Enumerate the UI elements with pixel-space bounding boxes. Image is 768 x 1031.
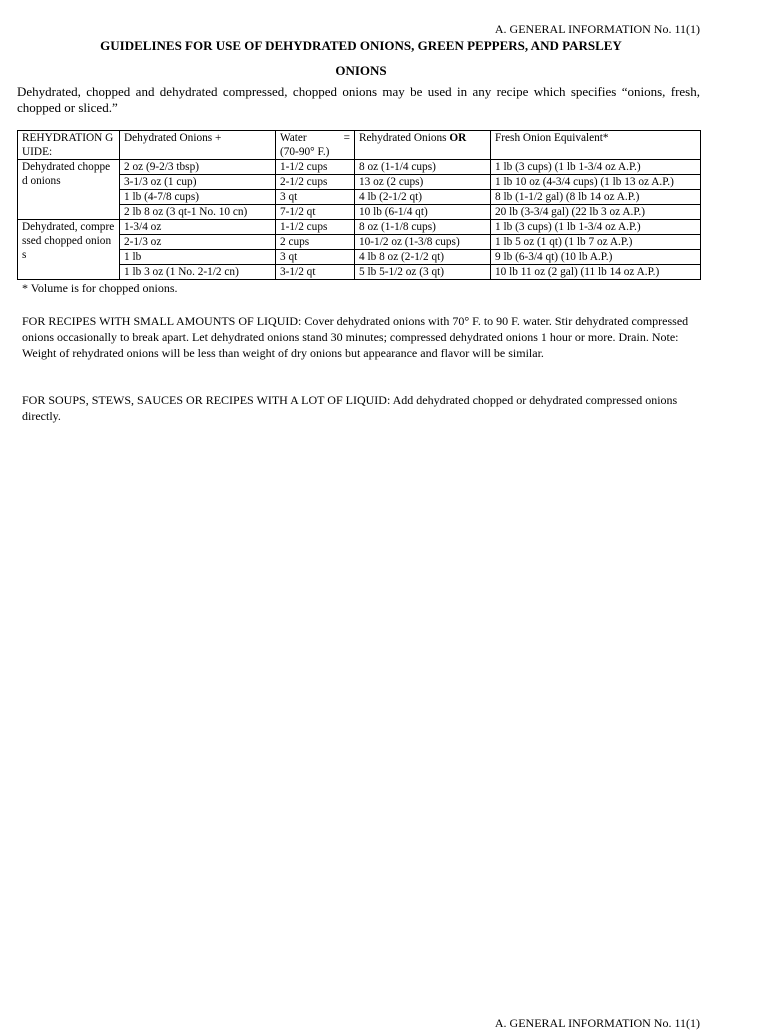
table-row: [18, 205, 701, 220]
fresh-equivalent-cell: 1 lb (3 cups) (1 lb 1-3/4 oz A.P.): [491, 160, 701, 175]
row-group-label: Dehydrated, compressed chopped onions: [18, 220, 120, 280]
dehydrated-amount-cell: 1 lb (4-7/8 cups): [120, 190, 276, 205]
rehydrated-amount-cell: 5 lb 5-1/2 oz (3 qt): [355, 265, 491, 280]
table-row: [18, 190, 701, 205]
header-water-label: Water: [280, 132, 307, 144]
dehydrated-amount-cell: 1 lb: [120, 250, 276, 265]
fresh-equivalent-cell: 1 lb 5 oz (1 qt) (1 lb 7 oz A.P.): [491, 235, 701, 250]
table-footnote: * Volume is for chopped onions.: [22, 281, 178, 295]
rehydrated-amount-cell: 10-1/2 oz (1-3/8 cups): [355, 235, 491, 250]
lot-liquid-paragraph: FOR SOUPS, STEWS, SAUCES OR RECIPES WITH A LOT OF LIQUID: Add dehydrated chopped or dehydrated compressed onions directly.: [22, 393, 678, 423]
header-rehydrated-or: OR: [449, 132, 467, 144]
rehydration-guide-table: [17, 130, 701, 280]
table-row: [18, 250, 701, 265]
table-row: [18, 220, 701, 235]
dehydrated-amount-cell: 1 lb 3 oz (1 No. 2-1/2 cn): [120, 265, 276, 280]
rehydrated-amount-cell: 10 lb (6-1/4 qt): [355, 205, 491, 220]
table-row: [18, 265, 701, 280]
water-amount-cell: 1-1/2 cups: [276, 220, 355, 235]
table-row: [18, 235, 701, 250]
table-row: [18, 160, 701, 175]
dehydrated-amount-cell: 1-3/4 oz: [120, 220, 276, 235]
water-amount-cell: 2-1/2 cups: [276, 175, 355, 190]
fresh-equivalent-cell: 8 lb (1-1/2 gal) (8 lb 14 oz A.P.): [491, 190, 701, 205]
water-amount-cell: 1-1/2 cups: [276, 160, 355, 175]
page-footer-reference: A. GENERAL INFORMATION No. 11(1): [494, 1016, 700, 1030]
water-amount-cell: 3-1/2 qt: [276, 265, 355, 280]
header-fresh-onion-equivalent: Fresh Onion Equivalent*: [491, 131, 701, 160]
rehydrated-amount-cell: 4 lb 8 oz (2-1/2 qt): [355, 250, 491, 265]
intro-paragraph: Dehydrated, chopped and dehydrated compressed, chopped onions may be used in any recipe which specifies “onions, fresh, chopped or sliced.”: [17, 84, 700, 115]
document-title: GUIDELINES FOR USE OF DEHYDRATED ONIONS, GREEN PEPPERS, AND PARSLEY: [100, 38, 622, 53]
water-amount-cell: 3 qt: [276, 250, 355, 265]
rehydrated-amount-cell: 13 oz (2 cups): [355, 175, 491, 190]
header-rehydrated-label: Rehydrated Onions: [359, 132, 450, 144]
fresh-equivalent-cell: 10 lb 11 oz (2 gal) (11 lb 14 oz A.P.): [491, 265, 701, 280]
page-header-reference: A. GENERAL INFORMATION No. 11(1): [494, 22, 700, 36]
dehydrated-amount-cell: 2 oz (9-2/3 tbsp): [120, 160, 276, 175]
fresh-equivalent-cell: 20 lb (3-3/4 gal) (22 lb 3 oz A.P.): [491, 205, 701, 220]
rehydrated-amount-cell: 4 lb (2-1/2 qt): [355, 190, 491, 205]
dehydrated-amount-cell: 2-1/3 oz: [120, 235, 276, 250]
water-amount-cell: 3 qt: [276, 190, 355, 205]
table-row: [18, 175, 701, 190]
header-rehydrated-onions: [355, 131, 491, 160]
fresh-equivalent-cell: 9 lb (6-3/4 qt) (10 lb A.P.): [491, 250, 701, 265]
rehydrated-amount-cell: 8 oz (1-1/4 cups): [355, 160, 491, 175]
fresh-equivalent-cell: 1 lb 10 oz (4-3/4 cups) (1 lb 13 oz A.P.): [491, 175, 701, 190]
header-dehydrated-onions: Dehydrated Onions +: [120, 131, 276, 160]
water-amount-cell: 2 cups: [276, 235, 355, 250]
rehydrated-amount-cell: 8 oz (1-1/8 cups): [355, 220, 491, 235]
water-amount-cell: 7-1/2 qt: [276, 205, 355, 220]
header-rehydration-guide: REHYDRATION GUIDE:: [18, 131, 120, 160]
header-water-temperature: (70-90° F.): [280, 146, 330, 158]
dehydrated-amount-cell: 3-1/3 oz (1 cup): [120, 175, 276, 190]
dehydrated-amount-cell: 2 lb 8 oz (3 qt-1 No. 10 cn): [120, 205, 276, 220]
small-liquid-paragraph: FOR RECIPES WITH SMALL AMOUNTS OF LIQUID: Cover dehydrated onions with 70° F. to 90 F. water. Stir dehydrated compressed onions occasionally to break apart. Let dehydrated onions stand 30 minutes; compressed dehydrated onions 1 hour or more. Drain. Note: Weight of rehydrated onions will be less than weight of dry onions but appearance and flavor will be similar.: [22, 314, 689, 360]
section-heading-onions: ONIONS: [335, 63, 387, 78]
header-water: [276, 131, 355, 160]
header-water-operator: =: [343, 132, 350, 144]
table-header-row: [18, 131, 701, 160]
row-group-label: Dehydrated chopped onions: [18, 160, 120, 220]
fresh-equivalent-cell: 1 lb (3 cups) (1 lb 1-3/4 oz A.P.): [491, 220, 701, 235]
